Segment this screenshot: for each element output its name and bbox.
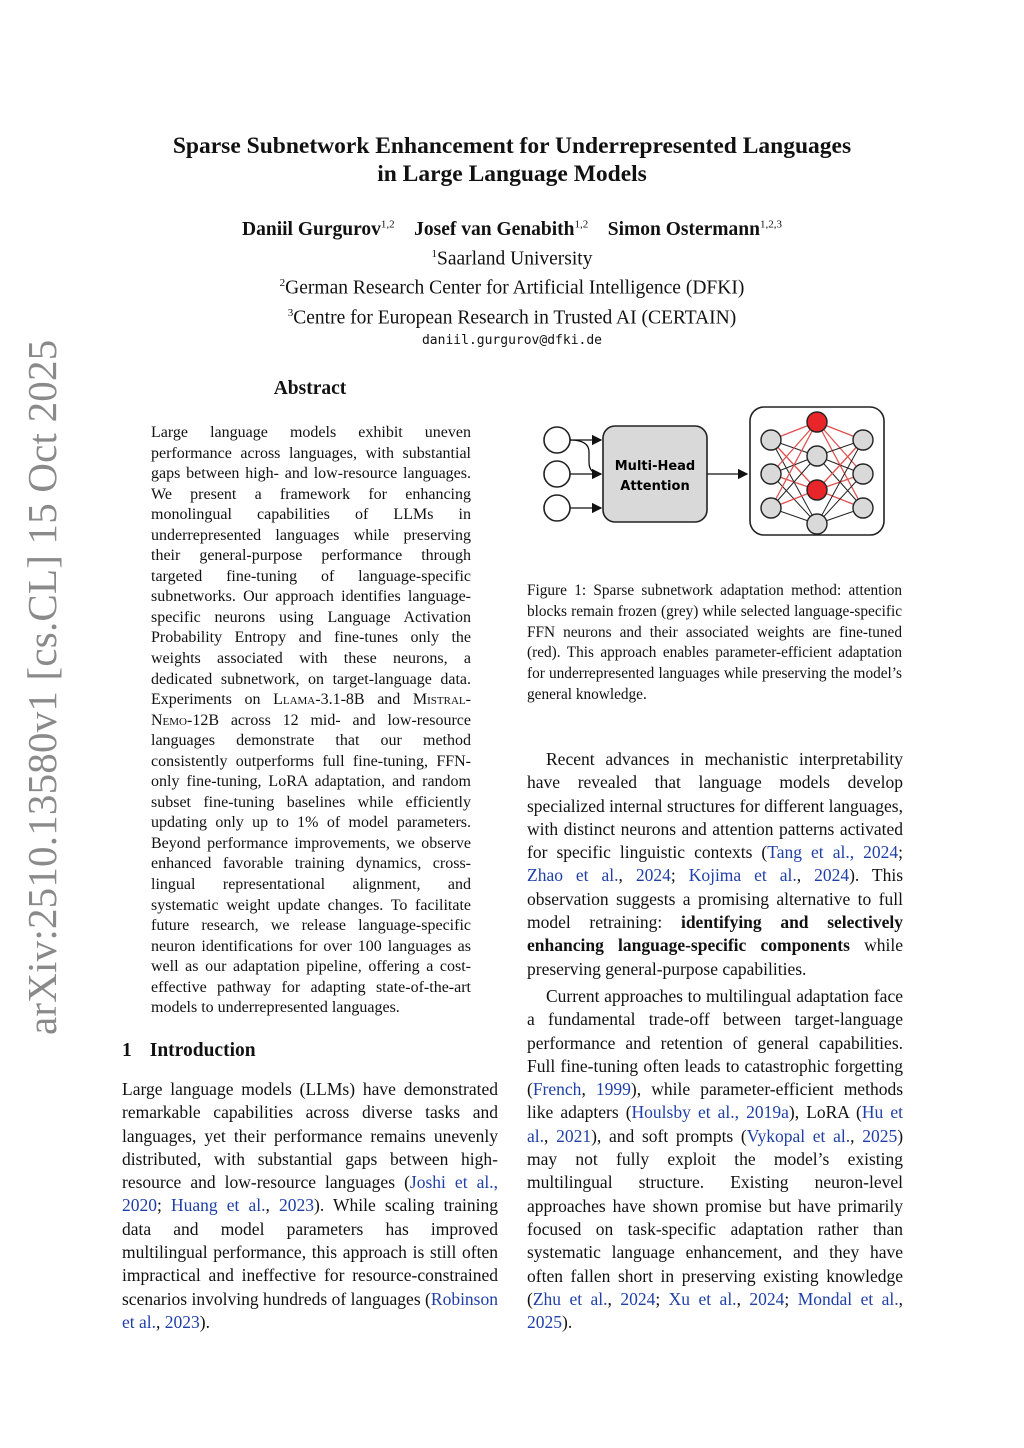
bold-emphasis: identifying and selectively enhancing language-specific components: [527, 912, 903, 956]
model-name-llama: Llama-3.1-8B: [273, 691, 365, 709]
arxiv-stamp: arXiv:2510.13580v1 [cs.CL] 15 Oct 2025: [19, 339, 65, 1035]
multi-head-attention-block: [603, 426, 707, 522]
citation-link[interactable]: Zhu et al.: [532, 1288, 608, 1309]
citation-link[interactable]: 2020: [122, 1195, 157, 1216]
citation-link[interactable]: 1999: [595, 1079, 631, 1100]
paragraph-current-approaches: Current approaches to multilingual adaptation face a fundamental trade-off between target-language performance and retention of general capabilities. Full fine-tuning often leads to catastrophic forgetting (French, 1999), while parameter-efficient methods like adapters (Houlsby et al., 2019a), LoRA (Hu et al., 2021), and soft prompts (Vykopal et al., 2025) may not fully exploit the model’s existing multilingual structure. Existing neuron-level approaches have shown promise but have primarily focused on task-specific adaptation rather than systematic language enhancement, and they have often fallen short in preserving existing knowledge (Zhu et al., 2024; Xu et al., 2024; Mondal et al., 2025).: [527, 985, 904, 1333]
author-3: Simon Ostermann$^{1,2,3}$: [607, 218, 782, 240]
title-line-2: in Large Language Models: [377, 161, 647, 187]
input-node-1: [544, 427, 570, 453]
frozen-neuron: [807, 514, 827, 534]
author-2: Josef van Genabith$^{1,2}$: [414, 218, 589, 240]
abstract-text: Large language models exhibit uneven performance across languages, with substantial gaps between high- and low-resource languages. We present a framework for enhancing monolingual capabilities of LLMs in underrepresented languages while preserving their general-purpose performance through targeted fine-tuning of language-specific subnetworks. Our approach identifies language-specific neurons using Language Activation Probability Entropy and fine-tunes only the weights associated with these neurons, a dedicated subnetwork, on target-language data. Experiments on Llama-3.1-8B and Mistral-Nemo-12B across 12 mid- and low-resource languages demonstrate that our method consistently outperforms full fine-tuning, FFN-only fine-tuning, LoRA adaptation, and random subset fine-tuning baselines while efficiently updating only up to 1% of model parameters. Beyond performance improvements, we observe enhanced favorable training dynamics, cross-lingual representational alignment, and systematic weight update changes. To facilitate future research, we release language-specific neuron identifications for over 100 languages as well as our adaptation pipeline, offering a cost-effective pathway for adapting state-of-the-art models to underrepresented languages.: [151, 424, 471, 1017]
citation-link[interactable]: 2024: [620, 1288, 656, 1309]
input-node-2: [544, 461, 570, 487]
attention-label-line-1: Multi-Head: [614, 459, 696, 474]
citation-link[interactable]: Kojima et al.: [688, 865, 797, 886]
affiliation-2: $^2$German Research Center for Artificial Intelligence (DFKI): [279, 277, 745, 299]
citation-link[interactable]: Xu et al.: [668, 1288, 737, 1309]
citation-link[interactable]: Zhao et al.: [527, 865, 619, 886]
abstract-heading: Abstract: [273, 378, 347, 399]
citation-link[interactable]: 2025: [862, 1125, 898, 1146]
frozen-neuron: [761, 464, 781, 484]
citation-link[interactable]: 2023: [279, 1195, 315, 1216]
frozen-neuron: [853, 430, 873, 450]
citation-link[interactable]: 2024: [635, 865, 671, 886]
citation-link[interactable]: French: [532, 1079, 582, 1100]
citation-link[interactable]: Mondal et al.: [797, 1288, 899, 1309]
author-email[interactable]: daniil.gurgurov@dfki.de: [421, 333, 602, 348]
citation-link[interactable]: Hu et al.: [527, 1102, 903, 1146]
affiliation-1: $^1$Saarland University: [431, 247, 593, 269]
attention-label-line-2: Attention: [620, 479, 690, 494]
frozen-neuron: [853, 464, 873, 484]
paragraph-mechanistic: Recent advances in mechanistic interpretability have revealed that language models develop specialized internal structures for different languages, with distinct neurons and attention patterns activated for specific linguistic contexts (Tang et al., 2024; Zhao et al., 2024; Kojima et al., 2024). This observation suggests a promising alternative to full model retraining: identifying and selectively enhancing language-specific components while preserving general-purpose capabilities.: [527, 749, 904, 979]
input-node-3: [544, 495, 570, 521]
section-heading-introduction: 1 Introduction: [122, 1040, 256, 1061]
citation-link[interactable]: 2019a: [746, 1102, 789, 1123]
author-list: [100, 212, 924, 242]
right-column-body: [527, 748, 903, 1334]
frozen-neuron: [761, 498, 781, 518]
author-1: Daniil Gurgurov$^{1,2}$: [242, 218, 395, 240]
citation-link[interactable]: 2024: [814, 865, 850, 886]
frozen-neuron: [807, 446, 827, 466]
citation-link[interactable]: Huang et al.: [170, 1195, 266, 1216]
title-line-1: Sparse Subnetwork Enhancement for Underrepresented Languages: [172, 133, 852, 159]
tuned-neuron: [807, 480, 827, 500]
tuned-neuron: [807, 412, 827, 432]
citation-link[interactable]: 2023: [164, 1311, 200, 1332]
figure-1-diagram: [527, 402, 907, 537]
authors-block: [100, 212, 924, 352]
citation-link[interactable]: 2025: [527, 1312, 562, 1333]
affiliation-3: $^3$Centre for European Research in Trusted AI (CERTAIN): [287, 306, 737, 328]
model-name-mistral: Mistral-Nemo-12B: [151, 691, 471, 729]
citation-link[interactable]: Vykopal et al.: [746, 1125, 851, 1146]
frozen-neuron: [853, 498, 873, 518]
citation-link[interactable]: Houlsby et al.,: [631, 1102, 740, 1123]
figure-1-caption: Figure 1: Sparse subnetwork adaptation method: attention blocks remain frozen (grey) while selected language-specific FFN neurons and their associated weights are fine-tuned (red). This approach enables parameter-efficient adaptation for underrepresented languages while preserving the model’s general knowledge.: [527, 582, 902, 703]
citation-link[interactable]: 2021: [556, 1125, 592, 1146]
citation-link[interactable]: Robinson et al.: [122, 1288, 498, 1332]
citation-link[interactable]: Tang et al.,: [767, 842, 855, 863]
citation-link[interactable]: 2024: [863, 842, 899, 863]
citation-link[interactable]: 2024: [749, 1288, 785, 1309]
citation-link[interactable]: Joshi et al.,: [409, 1172, 498, 1193]
frozen-neuron: [761, 430, 781, 450]
intro-paragraph-1: Large language models (LLMs) have demonstrated remarkable capabilities across diverse tasks and languages, yet their performance remains unevenly distributed, with substantial gaps between high-resource and low-resource languages (Joshi et al., 2020; Huang et al., 2023). While scaling training data and model parameters has improved multilingual performance, this approach is still often impractical and ineffective for resource-constrained scenarios involving hundreds of languages (Robinson et al., 2023).: [122, 1079, 499, 1332]
paper-title: [100, 132, 924, 188]
